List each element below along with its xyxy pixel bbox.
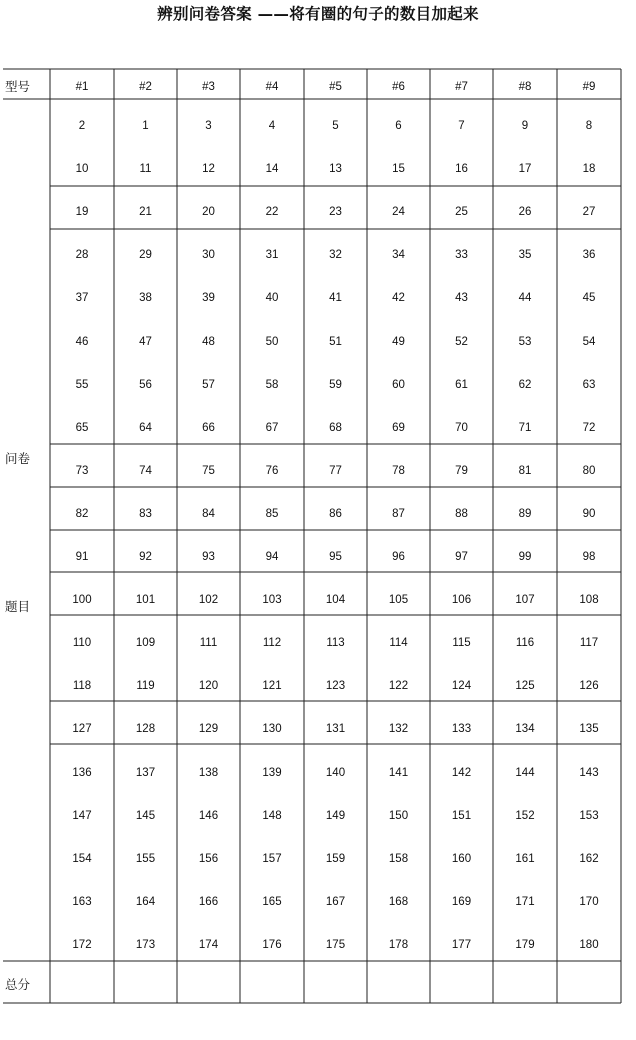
question-number-cell: 116 xyxy=(515,637,535,650)
question-number-cell: 86 xyxy=(329,507,342,520)
question-number-cell: 70 xyxy=(455,421,468,434)
question-number-cell: 172 xyxy=(72,938,92,951)
page-title: 辨别问卷答案 ——将有圈的句子的数目加起来 xyxy=(157,5,479,23)
question-number-cell: 160 xyxy=(451,852,472,865)
question-number-cell: 168 xyxy=(388,895,409,908)
question-number-cell: 167 xyxy=(325,895,346,908)
question-number-cell: 11 xyxy=(139,163,152,176)
question-number-cell: 141 xyxy=(388,766,409,779)
question-number-cell: 147 xyxy=(72,809,92,822)
question-number-cell: 76 xyxy=(265,464,279,477)
question-number-cell: 84 xyxy=(202,507,215,520)
question-number-cell: 174 xyxy=(198,938,219,951)
question-number-cell: 123 xyxy=(325,680,346,693)
question-number-cell: 117 xyxy=(579,637,599,650)
question-number-cell: 149 xyxy=(325,809,346,822)
question-number-cell: 115 xyxy=(452,637,471,650)
question-number-cell: 152 xyxy=(515,809,535,822)
question-number-cell: 170 xyxy=(579,895,599,908)
question-number-cell: 102 xyxy=(198,594,219,607)
question-number-cell: 24 xyxy=(392,206,405,219)
question-number-cell: 113 xyxy=(326,637,345,650)
question-number-cell: 73 xyxy=(75,464,89,477)
question-number-cell: 95 xyxy=(329,551,342,563)
question-number-cell: 97 xyxy=(455,551,468,563)
question-number-cell: 13 xyxy=(329,163,342,176)
question-number-cell: 19 xyxy=(75,206,89,219)
question-number-cell: 148 xyxy=(262,809,282,822)
question-number-cell: 10 xyxy=(75,163,89,176)
question-number-cell: 55 xyxy=(75,378,89,391)
question-number-cell: 75 xyxy=(202,464,215,477)
column-header: #6 xyxy=(392,81,405,93)
question-number-cell: 5 xyxy=(332,120,339,132)
question-number-cell: 135 xyxy=(579,723,599,736)
question-number-cell: 53 xyxy=(518,335,532,348)
question-number-cell: 36 xyxy=(582,249,596,262)
column-header: #3 xyxy=(202,81,215,93)
question-number-cell: 169 xyxy=(451,895,472,908)
question-number-cell: 26 xyxy=(518,206,532,219)
question-number-cell: 163 xyxy=(72,895,92,908)
question-number-cell: 138 xyxy=(198,766,219,779)
question-number-cell: 146 xyxy=(198,809,219,822)
question-number-cell: 67 xyxy=(265,421,279,434)
question-number-cell: 166 xyxy=(198,895,219,908)
question-number-cell: 12 xyxy=(202,163,215,176)
total-score-label: 总分 xyxy=(5,977,31,992)
column-header: #2 xyxy=(139,81,152,93)
side-label-questionnaire: 问卷 xyxy=(5,451,31,466)
question-number-cell: 107 xyxy=(515,594,535,607)
question-number-cell: 157 xyxy=(262,852,282,865)
column-header: #5 xyxy=(329,81,342,93)
question-number-cell: 58 xyxy=(265,378,279,391)
question-number-cell: 85 xyxy=(265,507,279,520)
question-number-cell: 98 xyxy=(582,551,596,563)
question-number-cell: 42 xyxy=(392,292,405,305)
question-number-cell: 2 xyxy=(78,120,86,132)
question-number-cell: 77 xyxy=(329,464,342,477)
question-number-cell: 143 xyxy=(579,766,599,779)
question-number-cell: 72 xyxy=(582,421,596,434)
question-number-cell: 108 xyxy=(579,594,599,607)
question-number-cell: 21 xyxy=(139,206,152,219)
question-number-cell: 32 xyxy=(329,249,342,262)
question-number-cell: 8 xyxy=(585,120,593,132)
question-number-cell: 103 xyxy=(262,594,282,607)
question-number-cell: 16 xyxy=(455,163,468,176)
question-number-cell: 94 xyxy=(265,551,279,563)
question-number-cell: 15 xyxy=(392,163,405,176)
question-number-cell: 90 xyxy=(582,507,596,520)
question-number-cell: 110 xyxy=(72,637,92,650)
question-number-cell: 46 xyxy=(75,335,89,348)
question-number-cell: 132 xyxy=(388,723,409,736)
question-number-cell: 145 xyxy=(135,809,156,822)
question-number-cell: 180 xyxy=(579,938,599,951)
column-header: #7 xyxy=(455,81,468,93)
question-number-cell: 153 xyxy=(579,809,599,822)
question-number-cell: 60 xyxy=(392,378,405,391)
question-number-cell: 128 xyxy=(135,723,156,736)
question-number-cell: 164 xyxy=(135,895,156,908)
question-number-cell: 41 xyxy=(329,292,342,305)
question-number-cell: 14 xyxy=(265,163,279,176)
question-number-cell: 89 xyxy=(518,507,532,520)
question-number-cell: 178 xyxy=(388,938,409,951)
question-number-cell: 63 xyxy=(582,378,596,391)
question-number-cell: 62 xyxy=(518,378,532,391)
question-number-cell: 54 xyxy=(582,335,596,348)
question-number-cell: 87 xyxy=(392,507,405,520)
question-number-cell: 83 xyxy=(139,507,152,520)
question-number-cell: 51 xyxy=(329,335,342,348)
side-label-questions: 题目 xyxy=(5,599,31,614)
question-number-cell: 158 xyxy=(388,852,409,865)
question-number-cell: 101 xyxy=(135,594,156,607)
question-number-cell: 161 xyxy=(515,852,535,865)
question-number-cell: 162 xyxy=(579,852,599,865)
question-number-cell: 74 xyxy=(139,464,152,477)
question-number-cell: 3 xyxy=(205,120,212,132)
question-number-cell: 64 xyxy=(139,421,152,434)
question-number-cell: 79 xyxy=(455,464,468,477)
question-number-cell: 29 xyxy=(139,249,152,262)
question-number-cell: 118 xyxy=(72,680,92,693)
question-number-cell: 9 xyxy=(521,120,529,132)
question-number-cell: 81 xyxy=(518,464,532,477)
question-number-cell: 65 xyxy=(75,421,89,434)
question-number-cell: 114 xyxy=(389,637,408,650)
question-number-cell: 134 xyxy=(515,723,535,736)
question-number-cell: 47 xyxy=(139,335,152,348)
question-number-cell: 159 xyxy=(325,852,346,865)
question-number-cell: 25 xyxy=(455,206,468,219)
question-number-cell: 40 xyxy=(265,292,279,305)
question-number-cell: 31 xyxy=(265,249,279,262)
question-number-cell: 140 xyxy=(325,766,346,779)
question-number-cell: 6 xyxy=(395,120,402,132)
question-number-cell: 28 xyxy=(75,249,89,262)
column-header: #9 xyxy=(582,81,596,93)
question-number-cell: 124 xyxy=(451,680,472,693)
question-number-cell: 151 xyxy=(451,809,472,822)
question-number-cell: 176 xyxy=(262,938,282,951)
question-number-cell: 20 xyxy=(202,206,215,219)
question-number-cell: 50 xyxy=(265,335,279,348)
question-number-cell: 109 xyxy=(135,637,156,650)
question-number-cell: 179 xyxy=(515,938,535,951)
question-number-cell: 131 xyxy=(325,723,346,736)
question-number-cell: 111 xyxy=(199,637,218,650)
question-number-cell: 92 xyxy=(139,551,152,563)
question-number-cell: 133 xyxy=(451,723,472,736)
question-number-cell: 125 xyxy=(515,680,535,693)
question-number-cell: 80 xyxy=(582,464,596,477)
question-number-cell: 71 xyxy=(518,421,532,434)
question-number-cell: 59 xyxy=(329,378,342,391)
question-number-cell: 45 xyxy=(582,292,596,305)
question-number-cell: 7 xyxy=(458,120,465,132)
question-number-cell: 61 xyxy=(455,378,468,391)
question-number-cell: 130 xyxy=(262,723,282,736)
question-number-cell: 88 xyxy=(455,507,468,520)
question-number-cell: 156 xyxy=(198,852,219,865)
question-number-cell: 37 xyxy=(75,292,89,305)
question-number-cell: 126 xyxy=(579,680,599,693)
question-number-cell: 23 xyxy=(329,206,342,219)
question-number-cell: 175 xyxy=(325,938,346,951)
question-number-cell: 44 xyxy=(518,292,532,305)
question-number-cell: 49 xyxy=(392,335,405,348)
question-number-cell: 18 xyxy=(582,163,596,176)
question-number-cell: 91 xyxy=(75,551,89,563)
question-number-cell: 56 xyxy=(139,378,152,391)
question-number-cell: 48 xyxy=(202,335,215,348)
question-number-cell: 122 xyxy=(388,680,409,693)
question-number-cell: 69 xyxy=(392,421,405,434)
question-number-cell: 52 xyxy=(455,335,468,348)
question-number-cell: 57 xyxy=(202,378,215,391)
question-number-cell: 119 xyxy=(136,680,155,693)
question-number-cell: 127 xyxy=(72,723,92,736)
question-number-cell: 104 xyxy=(325,594,346,607)
question-number-cell: 17 xyxy=(518,163,532,176)
question-number-cell: 137 xyxy=(135,766,156,779)
question-number-cell: 171 xyxy=(515,895,535,908)
question-number-cell: 96 xyxy=(392,551,405,563)
question-number-cell: 150 xyxy=(388,809,409,822)
model-header-label: 型号 xyxy=(5,79,31,94)
question-number-cell: 105 xyxy=(388,594,409,607)
question-number-cell: 66 xyxy=(202,421,215,434)
question-number-cell: 27 xyxy=(582,206,596,219)
question-number-cell: 112 xyxy=(262,637,282,650)
question-number-cell: 142 xyxy=(451,766,472,779)
question-number-cell: 177 xyxy=(451,938,472,951)
question-number-cell: 34 xyxy=(392,249,405,262)
question-number-cell: 99 xyxy=(518,551,532,563)
column-header: #1 xyxy=(75,81,89,93)
question-number-cell: 129 xyxy=(198,723,219,736)
question-number-cell: 121 xyxy=(262,680,282,693)
column-header: #4 xyxy=(265,81,279,93)
question-number-cell: 165 xyxy=(262,895,282,908)
question-number-cell: 136 xyxy=(72,766,92,779)
question-number-cell: 30 xyxy=(202,249,215,262)
question-number-cell: 35 xyxy=(518,249,532,262)
question-number-cell: 39 xyxy=(202,292,215,305)
question-number-cell: 100 xyxy=(72,594,92,607)
question-number-cell: 43 xyxy=(455,292,468,305)
question-number-cell: 68 xyxy=(329,421,342,434)
question-number-cell: 173 xyxy=(135,938,156,951)
question-number-cell: 38 xyxy=(139,292,152,305)
question-number-cell: 139 xyxy=(262,766,282,779)
question-number-cell: 106 xyxy=(451,594,472,607)
question-number-cell: 93 xyxy=(202,551,215,563)
question-number-cell: 22 xyxy=(265,206,279,219)
question-number-cell: 155 xyxy=(135,852,156,865)
column-header: #8 xyxy=(518,81,532,93)
question-number-cell: 1 xyxy=(142,120,149,132)
question-number-cell: 78 xyxy=(392,464,405,477)
question-number-cell: 4 xyxy=(268,120,276,132)
question-number-cell: 82 xyxy=(75,507,89,520)
question-number-cell: 154 xyxy=(72,852,92,865)
question-number-cell: 120 xyxy=(198,680,219,693)
question-number-cell: 144 xyxy=(515,766,535,779)
question-number-cell: 33 xyxy=(455,249,468,262)
